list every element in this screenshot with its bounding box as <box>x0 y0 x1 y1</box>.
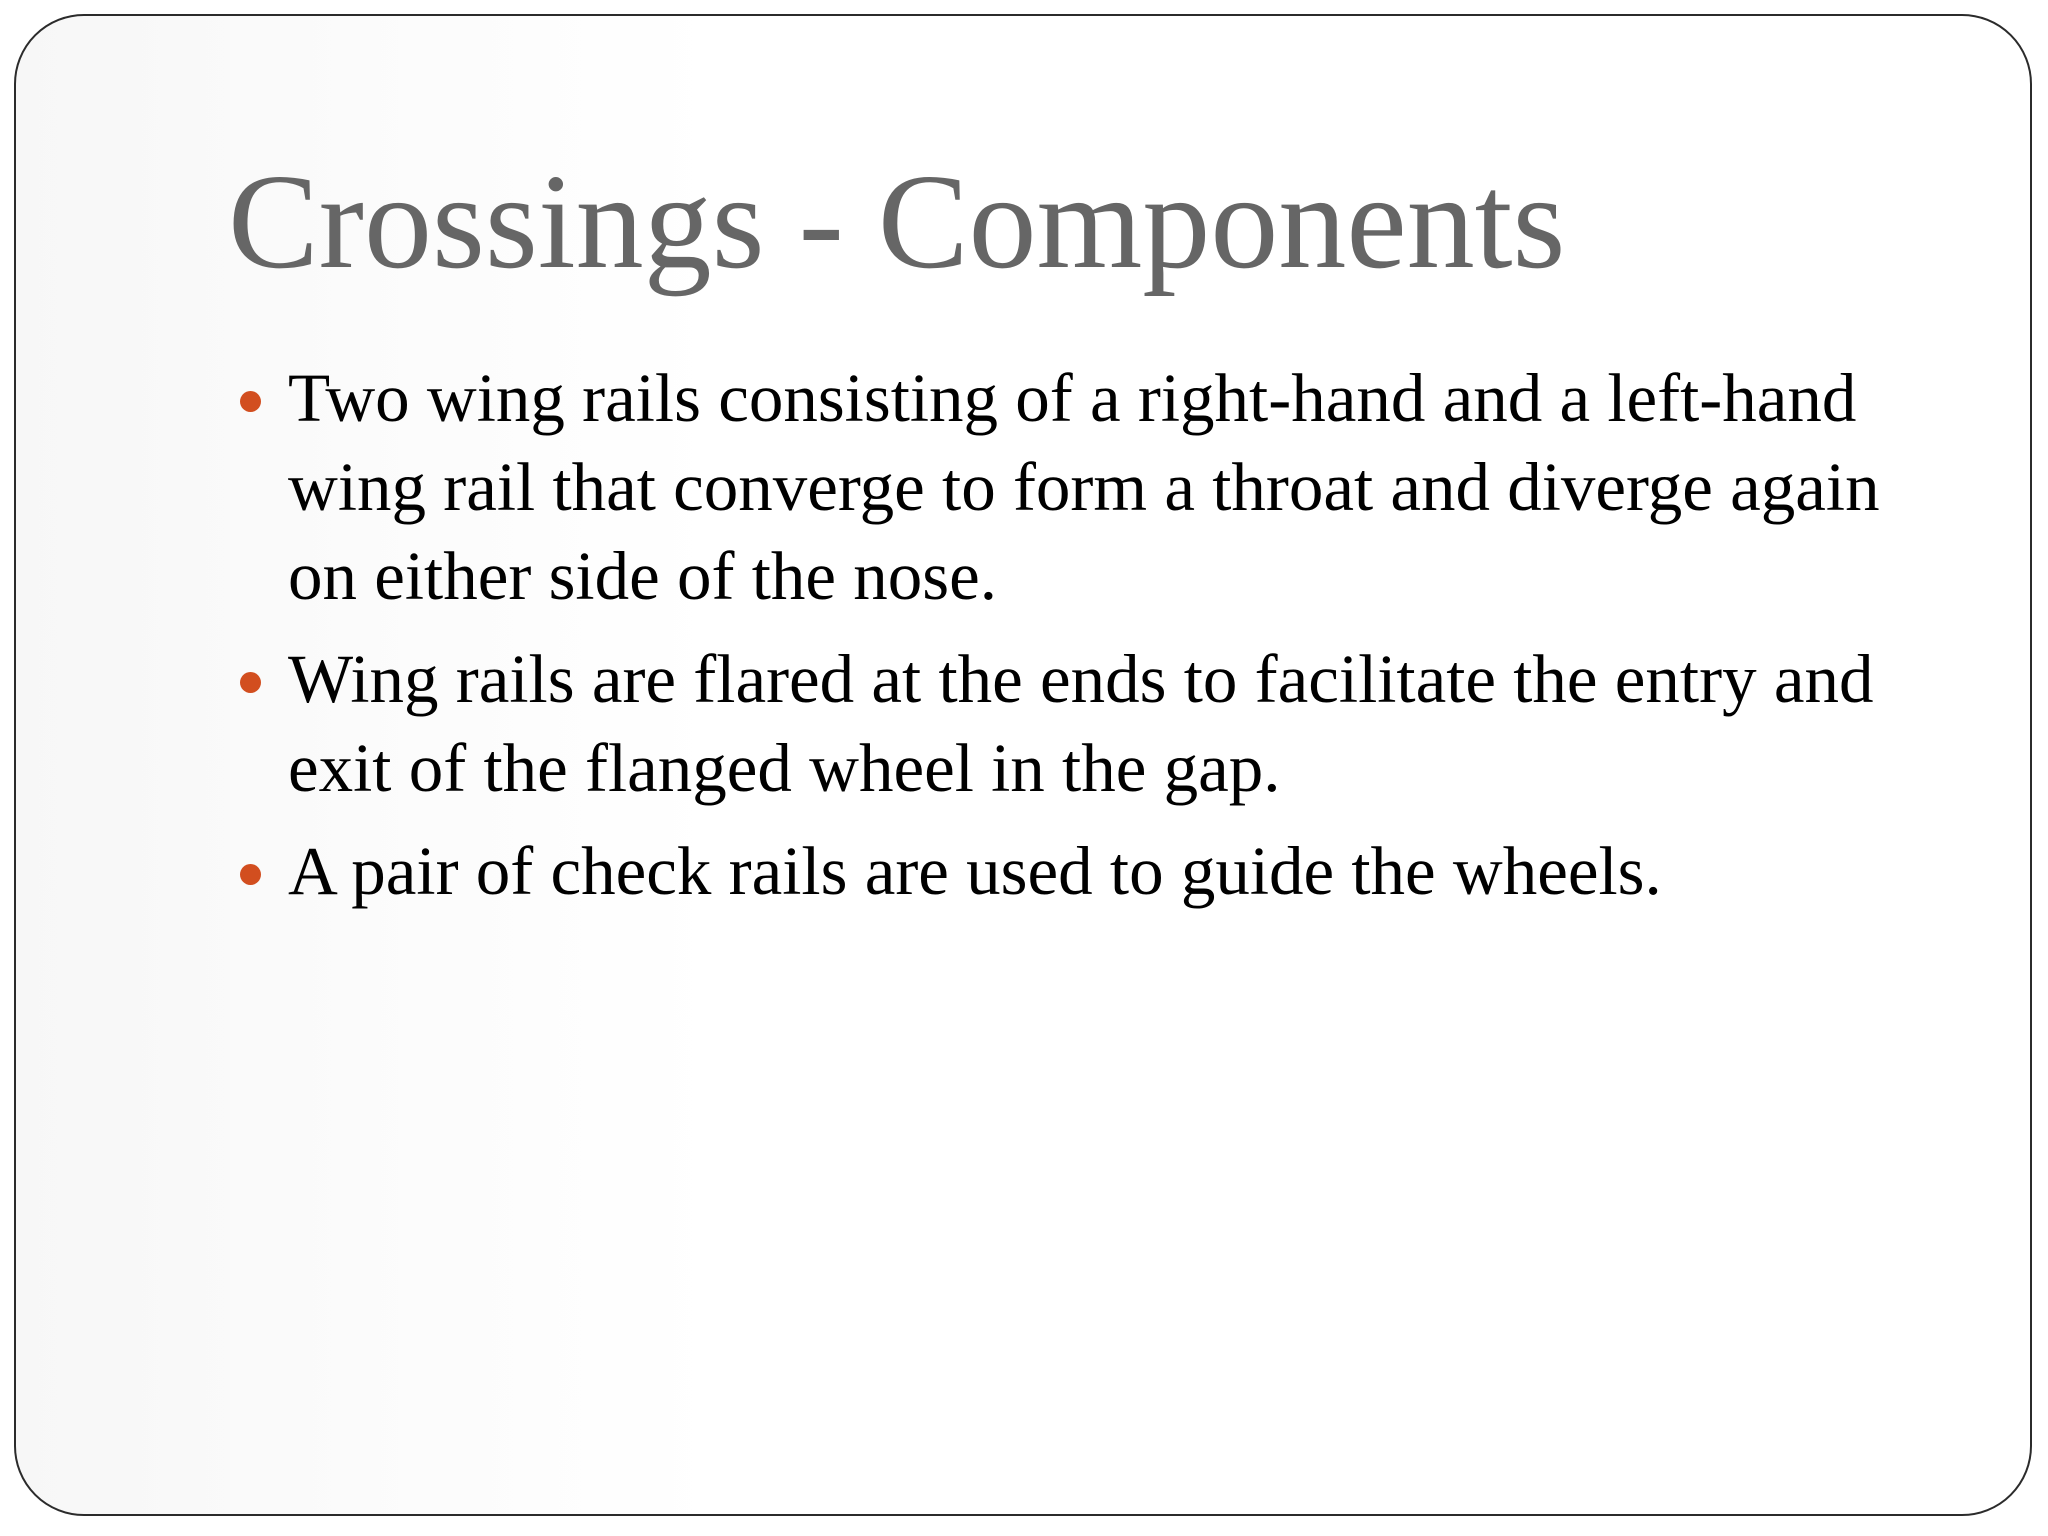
bullet-item <box>228 635 1908 813</box>
bullet-text: Wing rails are flared at the ends to facilitate the entry and exit of the flanged wheel in the gap. <box>288 641 1874 806</box>
bullet-dot-icon <box>240 391 261 412</box>
bullet-item <box>228 354 1908 621</box>
bullet-item <box>228 827 1908 916</box>
slide <box>14 14 2032 1516</box>
slide-title: Crossings - Components <box>228 147 1566 297</box>
bullet-dot-icon <box>240 864 261 885</box>
bullet-text: Two wing rails consisting of a right-hand and a left-hand wing rail that converge to form a throat and diverge again on either side of the nose. <box>288 360 1880 614</box>
bullet-list <box>228 354 1908 930</box>
bullet-dot-icon <box>240 672 261 693</box>
bullet-text: A pair of check rails are used to guide the wheels. <box>288 833 1662 909</box>
